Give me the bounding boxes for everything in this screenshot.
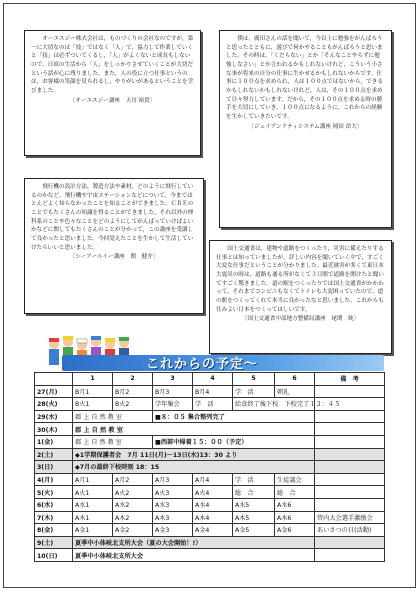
schedule-day-cell: 4(月) bbox=[35, 473, 73, 486]
schedule-cell: A金5 bbox=[233, 524, 275, 537]
schedule-row bbox=[35, 385, 385, 398]
reflection-text: 国土交通省は，建物や道路をつくったり，災害に備えたりする仕事とは知っていましたが，詳しい内容を聞いていく中で，すごく大変な仕事だということが分かりました。最近被害が多くて東日本大震災の時は，道路も通る所がなくて３日間で道路を開けたと聞いてすごく驚きました。道の駅をつくったりでは国土交通省がかかわって，それまでコンビニもなくてトイレも大変困っていたので，道の駅をつくってくれて本当に良かったなと思いました。これからも住みよい日本をつくってほしいです。 bbox=[216, 246, 384, 313]
schedule-cell: 総 合 bbox=[275, 486, 315, 499]
reflection-text: 飛行機の設計方法，製造方法や素材，どのように飛行しているのかなど，飛行機や宇宙ステーションなどについて，今までほとんどよく知らなかったことを知ることができました。ＣＲＥのことでもたくさんの知識を得ることができました。それ以外の理科系のことや色々なことをどのようにしてがんばっていけばよいかなどに関してもたくさんのことが分かって，この講座を受講して良かったと思いました。今回覚えたことを生かして生活していけたらいいと思いました。 bbox=[31, 184, 194, 251]
schedule-row bbox=[35, 461, 385, 474]
schedule-cell bbox=[315, 498, 385, 511]
schedule-cell: ◆7月の最終下校時刻 18：15 bbox=[73, 461, 315, 474]
schedule-day-cell: 7(木) bbox=[35, 511, 73, 524]
reflection-box-osg bbox=[24, 30, 201, 156]
schedule-cell: 朝礼 bbox=[275, 385, 315, 398]
schedule-cell: A月3 bbox=[153, 473, 193, 486]
schedule-row bbox=[35, 549, 385, 562]
schedule-table bbox=[34, 372, 385, 562]
schedule-cell: A火3 bbox=[153, 486, 193, 499]
schedule-cell: B火2 bbox=[113, 398, 153, 411]
schedule-cell bbox=[315, 423, 385, 436]
schedule-cell: 郡 上 自 然 教 室 bbox=[73, 435, 153, 448]
schedule-cell: B月3 bbox=[153, 385, 193, 398]
schedule-cell: 総 合 bbox=[233, 486, 275, 499]
schedule-row bbox=[35, 423, 385, 436]
reflection-text: 僕は，廣田さんの話を聞いて，今以上に勉強をがんばろうと思ったとともに，遊びで何かやることもがんばろうと思いました。その時は，「くだらない」とか「そんなことやらずに勉強しなさい」とか言われるかもしれないけれど，こういう小さな事が将来の自分の仕事に生かせるかもしれないからです。仕事に１００点を求められ，人は１００点ではないから，できるかもしれないかもしれないけれど，人は，その１００点を求めて日々努力しています。だから，その１００点を求める時の勝手を大切にしていき，１００点になるように，これからの経験を生かしていきたいです。 bbox=[226, 36, 383, 120]
schedule-cell: A月2 bbox=[113, 473, 153, 486]
schedule-row bbox=[35, 435, 385, 448]
schedule-row bbox=[35, 398, 385, 411]
schedule-cell: 学 活 bbox=[233, 473, 275, 486]
schedule-cell: 学 活 bbox=[233, 385, 275, 398]
schedule-cell: A水4 bbox=[193, 498, 233, 511]
schedule-day-cell: 28(火) bbox=[35, 398, 73, 411]
schedule-header-cell: 2 bbox=[113, 373, 153, 386]
schedule-cell: A水5 bbox=[233, 498, 275, 511]
schedule-cell bbox=[315, 536, 385, 549]
schedule-day-cell: 6(水) bbox=[35, 498, 73, 511]
schedule-cell: A木1 bbox=[73, 511, 113, 524]
schedule-cell bbox=[315, 410, 385, 423]
schedule-cell: B月4 bbox=[193, 385, 233, 398]
schedule-cell: 郡 上 自 然 教 室 bbox=[73, 410, 153, 423]
schedule-header-cell: 1 bbox=[73, 373, 113, 386]
schedule-cell: A木6 bbox=[275, 511, 315, 524]
schedule-header-cell: 6 bbox=[275, 373, 315, 386]
schedule-day-cell: 8(金) bbox=[35, 524, 73, 537]
reflection-signature: 〔国土交通省中部地方整備局講座 尾関 純〕 bbox=[241, 316, 360, 323]
schedule-day-cell: 27(月) bbox=[35, 385, 73, 398]
schedule-cell: 生徒議会 bbox=[275, 473, 315, 486]
schedule-day-cell: 5(火) bbox=[35, 486, 73, 499]
schedule-cell: B月1 bbox=[73, 385, 113, 398]
schedule-cell bbox=[315, 435, 385, 448]
schedule-cell: A木3 bbox=[153, 511, 193, 524]
schedule-cell: A水3 bbox=[153, 498, 193, 511]
schedule-header-cell bbox=[35, 373, 73, 386]
schedule-title: これからの予定〜 bbox=[146, 357, 259, 372]
schedule-cell: A金4 bbox=[193, 524, 233, 537]
schedule-header-cell: 備 考 bbox=[315, 373, 385, 386]
schedule-day-cell: 1(金) bbox=[35, 435, 73, 448]
schedule-cell: B月2 bbox=[113, 385, 153, 398]
reflection-box-cre bbox=[24, 178, 204, 314]
schedule-cell: 管内大会選手激励会 bbox=[315, 511, 385, 524]
schedule-cell: 夏季中小体岐北支所大会 bbox=[73, 549, 315, 562]
schedule-cell: 夏季中小体岐北支所大会（夏の大会開始！!） bbox=[73, 536, 315, 549]
schedule-cell: A金6 bbox=[275, 524, 315, 537]
schedule-cell: A金1 bbox=[73, 524, 113, 537]
schedule-header-row bbox=[35, 373, 385, 386]
schedule-row bbox=[35, 473, 385, 486]
schedule-row bbox=[35, 498, 385, 511]
schedule-day-cell: 29(水) bbox=[35, 410, 73, 423]
schedule-cell bbox=[315, 385, 385, 398]
schedule-row bbox=[35, 486, 385, 499]
schedule-cell: A木5 bbox=[233, 511, 275, 524]
schedule-cell: A木2 bbox=[113, 511, 153, 524]
schedule-header-cell: 3 bbox=[153, 373, 193, 386]
schedule-row bbox=[35, 524, 385, 537]
reflection-signature: 〔ジェイアンドティシステム講座 岡田 昂大〕 bbox=[248, 123, 363, 130]
schedule-day-cell: 30(木) bbox=[35, 423, 73, 436]
schedule-cell: A水1 bbox=[73, 498, 113, 511]
schedule-cell: A月1 bbox=[73, 473, 113, 486]
schedule-row bbox=[35, 511, 385, 524]
schedule-cell: ■８：０５ 集合整列完了 bbox=[153, 410, 315, 423]
schedule-cell bbox=[315, 549, 385, 562]
schedule-cell: A火1 bbox=[73, 486, 113, 499]
schedule-day-cell: 3(日) bbox=[35, 461, 73, 474]
schedule-cell: A金3 bbox=[153, 524, 193, 537]
schedule-day-cell: 9(土) bbox=[35, 536, 73, 549]
schedule-header-cell: 5 bbox=[233, 373, 275, 386]
schedule-cell: A火4 bbox=[193, 486, 233, 499]
reflection-signature: 〔シーアールイー講座 関 健介〕 bbox=[69, 254, 159, 261]
reflection-signature: 〔オーエスジー講座 天川 裕貴〕 bbox=[69, 97, 156, 104]
schedule-cell bbox=[315, 486, 385, 499]
reflection-box-mlit bbox=[209, 240, 392, 354]
reflection-box-jandt bbox=[219, 30, 392, 228]
schedule-header-cell: 4 bbox=[193, 373, 233, 386]
schedule-cell bbox=[315, 473, 385, 486]
schedule-cell: 学年集会 bbox=[153, 398, 193, 411]
schedule-row bbox=[35, 536, 385, 549]
schedule-cell bbox=[315, 461, 385, 474]
schedule-day-cell: 2(土) bbox=[35, 448, 73, 461]
schedule-cell: 給食終了後下校 下校完了１３：４５ bbox=[233, 398, 315, 411]
schedule-row bbox=[35, 448, 385, 461]
schedule-cell: A木4 bbox=[193, 511, 233, 524]
schedule-cell bbox=[315, 448, 385, 461]
schedule-cell: A金2 bbox=[113, 524, 153, 537]
schedule-cell: ◆1学期保護者会 7月 11日(月)～13日(水)13：30 より bbox=[73, 448, 315, 461]
schedule-cell: A月4 bbox=[193, 473, 233, 486]
schedule-cell: B火1 bbox=[73, 398, 113, 411]
schedule-row bbox=[35, 410, 385, 423]
schedule-cell: 学 活 bbox=[193, 398, 233, 411]
schedule-cell: A水6 bbox=[275, 498, 315, 511]
schedule-cell: 郡 上 自 然 教 室 bbox=[73, 423, 315, 436]
schedule-cell: A水2 bbox=[113, 498, 153, 511]
schedule-cell: A火2 bbox=[113, 486, 153, 499]
reflection-text: オーエスジー株式会社は，ものづくりの会社なのですが，第一に大切なのは「技」ではなく「人」で，協力して作業していくと「技」は必ずついてくるし，「人」がよくないと成長もしないので，日頃の生活から「人」をしっかりさせていくことが大切だという話が心に残りました。また，人の役に立つ仕事というのは，お客様の笑顔を見られるし，やりがいがあるということを学びました。 bbox=[31, 36, 194, 94]
schedule-cell: あいさつの日(活動) bbox=[315, 524, 385, 537]
schedule-day-cell: 10(日) bbox=[35, 549, 73, 562]
schedule-cell: ■西部中帰着１５：００（予定） bbox=[153, 435, 315, 448]
